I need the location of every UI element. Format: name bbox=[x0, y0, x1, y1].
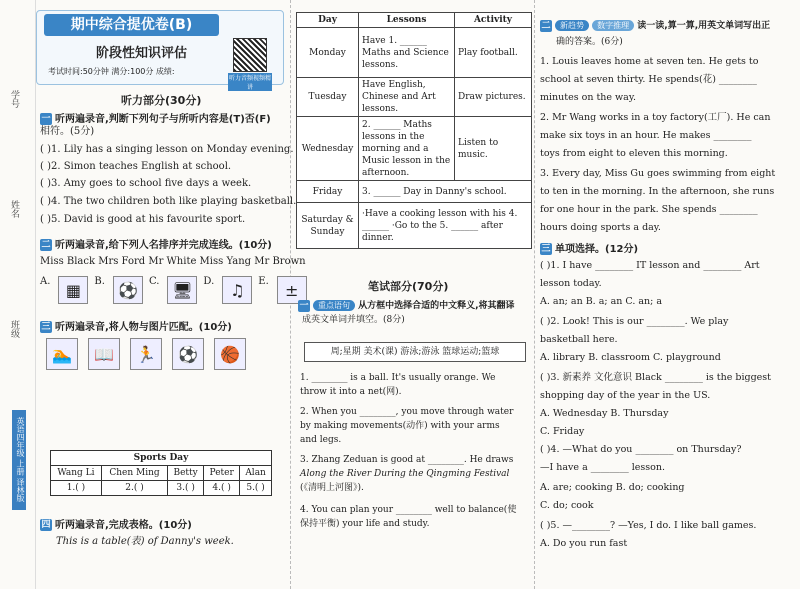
section-1-title: 一 听两遍录音,判断下列句子与所听内容是(T)否(F) bbox=[41, 114, 271, 125]
choice-item: C. do; cook bbox=[540, 500, 594, 511]
binding-strip bbox=[0, 0, 36, 589]
section-1-title2: 相符。(5分) bbox=[40, 126, 95, 137]
fill-item: by making movements(动作) with your arms bbox=[300, 421, 500, 431]
fill-item: 保持平衡) your life and study. bbox=[300, 519, 430, 529]
answer-cell[interactable]: 2.( ) bbox=[101, 481, 167, 496]
choice-item: A. library B. classroom C. playground bbox=[540, 352, 721, 363]
choice-item: ( )5. —________? —Yes, I do. I like ball games. bbox=[540, 520, 757, 531]
lesson-cell: 3. ______ Day in Danny's school. bbox=[359, 181, 532, 203]
choice-item: shopping day of the year in the US. bbox=[540, 390, 711, 401]
section-6-title2: 确的答案。(6分) bbox=[556, 37, 623, 47]
section-4-title: 四 听两遍录音,完成表格。(10分) bbox=[41, 520, 192, 531]
option-c-label: C. bbox=[148, 276, 160, 287]
class-label: 班级 bbox=[9, 320, 19, 338]
fill-item: 3. Zhang Zeduan is good at ________. He draws bbox=[300, 455, 514, 465]
music-icon: ♫ bbox=[222, 276, 252, 304]
qr-caption: 听力音频视频精讲 bbox=[228, 75, 271, 91]
section-7-title: 三 单项选择。(12分) bbox=[541, 244, 639, 255]
basketball-icon: 🏀 bbox=[214, 338, 246, 370]
lesson-cell: Have English, Chinese and Art lessons. bbox=[359, 78, 455, 117]
choice-item: ( )2. Look! This is our ________. We play bbox=[540, 316, 729, 327]
day-cell: Friday bbox=[297, 181, 359, 203]
activity-cell: Play football. bbox=[455, 28, 532, 78]
question-1-4: ( )4. The two children both like playing basketball. bbox=[40, 196, 297, 207]
question-1-3: ( )3. Amy goes to school five days a week. bbox=[40, 178, 252, 189]
activity-cell: Draw pictures. bbox=[455, 78, 532, 117]
section-2-pictures bbox=[40, 276, 307, 304]
activity-cell: Listen to music. bbox=[455, 117, 532, 181]
math-symbols-icon: ± bbox=[277, 276, 307, 304]
swimming-icon: 🏊 bbox=[46, 338, 78, 370]
sports-day-table bbox=[50, 450, 272, 496]
choice-item: basketball here. bbox=[540, 334, 618, 345]
option-b-label: B. bbox=[94, 276, 105, 287]
section-3-pictures bbox=[46, 338, 246, 370]
question-1-2: ( )2. Simon teaches English at school. bbox=[40, 161, 232, 172]
section-4-intro: This is a table(表) of Danny's week. bbox=[56, 536, 234, 547]
sports-day-caption: Sports Day bbox=[51, 451, 272, 466]
fill-item: 2. When you ________, you move through water bbox=[300, 407, 514, 417]
listening-heading: 听力部分(30分) bbox=[121, 94, 202, 107]
sports-name: Alan bbox=[240, 466, 272, 481]
sports-name: Chen Ming bbox=[101, 466, 167, 481]
answer-cell[interactable]: 1.( ) bbox=[51, 481, 102, 496]
fill-item: (《清明上河图》). bbox=[300, 483, 364, 493]
math-item: toys from eight to eleven this morning. bbox=[540, 148, 728, 159]
option-d-label: D. bbox=[203, 276, 215, 287]
section-5-title: 一 重点语句 从方框中选择合适的中文释义,将其翻译 bbox=[299, 300, 515, 311]
choice-item: ( )4. —What do you ________ on Thursday? bbox=[540, 444, 742, 455]
math-item: make six toys in an hour. He makes ________ bbox=[540, 130, 752, 141]
day-cell: Tuesday bbox=[297, 78, 359, 117]
math-item: 3. Every day, Miss Gu goes swimming from eight bbox=[540, 168, 776, 179]
choice-item: A. are; cooking B. do; cooking bbox=[540, 482, 685, 493]
lesson-cell: 2. ______ Maths lessons in the morning and a Music lesson in the afternoon. bbox=[359, 117, 455, 181]
math-item: hours doing sports a day. bbox=[540, 222, 661, 233]
choice-item: C. Friday bbox=[540, 426, 585, 437]
choice-item: lesson today. bbox=[540, 278, 602, 289]
computer-icon: 🖥 bbox=[167, 276, 197, 304]
lesson-cell: Have 1. ______ Maths and Science lessons. bbox=[359, 28, 455, 78]
section-2-title: 二 听两遍录音,给下列人名排序并完成连线。(10分) bbox=[41, 240, 272, 251]
name-label: 姓名 bbox=[9, 200, 19, 218]
danny-week-table bbox=[296, 12, 532, 249]
running-icon: 🏃 bbox=[130, 338, 162, 370]
choice-item: —I have a ________ lesson. bbox=[540, 462, 666, 473]
reading-icon: 📖 bbox=[88, 338, 120, 370]
math-item: 2. Mr Wang works in a toy factory(工厂). He can bbox=[540, 112, 771, 123]
choice-item: A. an; an B. a; an C. an; a bbox=[540, 296, 663, 307]
names-list: Miss Black Mrs Ford Mr White Miss Yang Mr Brown bbox=[40, 256, 306, 267]
qr-code-icon[interactable] bbox=[233, 38, 267, 72]
choice-item: A. Wednesday B. Thursday bbox=[540, 408, 669, 419]
lesson-cell: ·Have a cooking lesson with his 4. ______ ·Go to the 5. ______ after dinner. bbox=[359, 203, 532, 249]
question-1-5: ( )5. David is good at his favourite sport. bbox=[40, 214, 246, 225]
answer-cell[interactable]: 5.( ) bbox=[240, 481, 272, 496]
header-lessons: Lessons bbox=[359, 13, 455, 28]
column-middle bbox=[296, 0, 532, 589]
book-label: 英语四年级 上册 译林版 bbox=[12, 410, 26, 510]
day-cell: Monday bbox=[297, 28, 359, 78]
section-6-title: 二 新趋势 数字推理 读一读,算一算,用英文单词写出正 bbox=[541, 20, 771, 31]
football-player-icon: ⚽ bbox=[172, 338, 204, 370]
column-listening bbox=[36, 0, 306, 589]
header-activity: Activity bbox=[455, 13, 532, 28]
exam-meta: 考试时间:50分钟 满分:100分 成绩: bbox=[48, 67, 175, 76]
fill-item: Along the River During the Qingming Festival bbox=[300, 469, 510, 479]
choice-item: ( )1. I have ________ IT lesson and ________ Art bbox=[540, 260, 760, 271]
vocab-box: 周;星期 美术(课) 游泳;游泳 篮球运动;篮球 bbox=[304, 342, 526, 362]
option-a-label: A. bbox=[40, 276, 51, 287]
question-1-1: ( )1. Lily has a singing lesson on Monday evening. bbox=[40, 144, 294, 155]
exam-subtitle: 阶段性知识评估 bbox=[96, 46, 188, 61]
sports-name: Wang Li bbox=[51, 466, 102, 481]
fill-item: and legs. bbox=[300, 435, 342, 445]
chalkboard-icon: ▦ bbox=[58, 276, 88, 304]
math-item: to ten in the morning. In the afternoon, she runs bbox=[540, 186, 775, 197]
day-cell: Wednesday bbox=[297, 117, 359, 181]
student-number-label: 学号 bbox=[9, 90, 19, 108]
fill-item: throw it into a net(网). bbox=[300, 387, 402, 397]
fill-item: 1. ________ is a ball. It's usually orange. We bbox=[300, 373, 496, 383]
written-heading: 笔试部分(70分) bbox=[368, 280, 449, 293]
math-item: school at seven thirty. He spends(花) ________ bbox=[540, 74, 757, 85]
math-item: for one hour in the park. She spends ________ bbox=[540, 204, 758, 215]
section-5-title2: 成英文单词并填空。(8分) bbox=[302, 315, 405, 325]
header-day: Day bbox=[297, 13, 359, 28]
column-right bbox=[536, 0, 798, 589]
sports-name: Peter bbox=[204, 466, 240, 481]
exam-title: 期中综合提优卷(B) bbox=[44, 14, 219, 36]
choice-item: A. Do you run fast bbox=[540, 538, 628, 549]
fill-item: 4. You can plan your ________ well to balance(使 bbox=[300, 505, 517, 515]
choice-item: ( )3. 新素养 文化意识 Black ________ is the biggest bbox=[540, 372, 771, 383]
answer-cell[interactable]: 4.( ) bbox=[204, 481, 240, 496]
day-cell: Saturday & Sunday bbox=[297, 203, 359, 249]
math-item: 1. Louis leaves home at seven ten. He gets to bbox=[540, 56, 759, 67]
sports-name: Betty bbox=[168, 466, 204, 481]
option-e-label: E. bbox=[258, 276, 269, 287]
football-icon: ⚽ bbox=[113, 276, 143, 304]
section-3-title: 三 听两遍录音,将人物与图片匹配。(10分) bbox=[41, 322, 232, 333]
answer-cell[interactable]: 3.( ) bbox=[168, 481, 204, 496]
math-item: minutes on the way. bbox=[540, 92, 636, 103]
